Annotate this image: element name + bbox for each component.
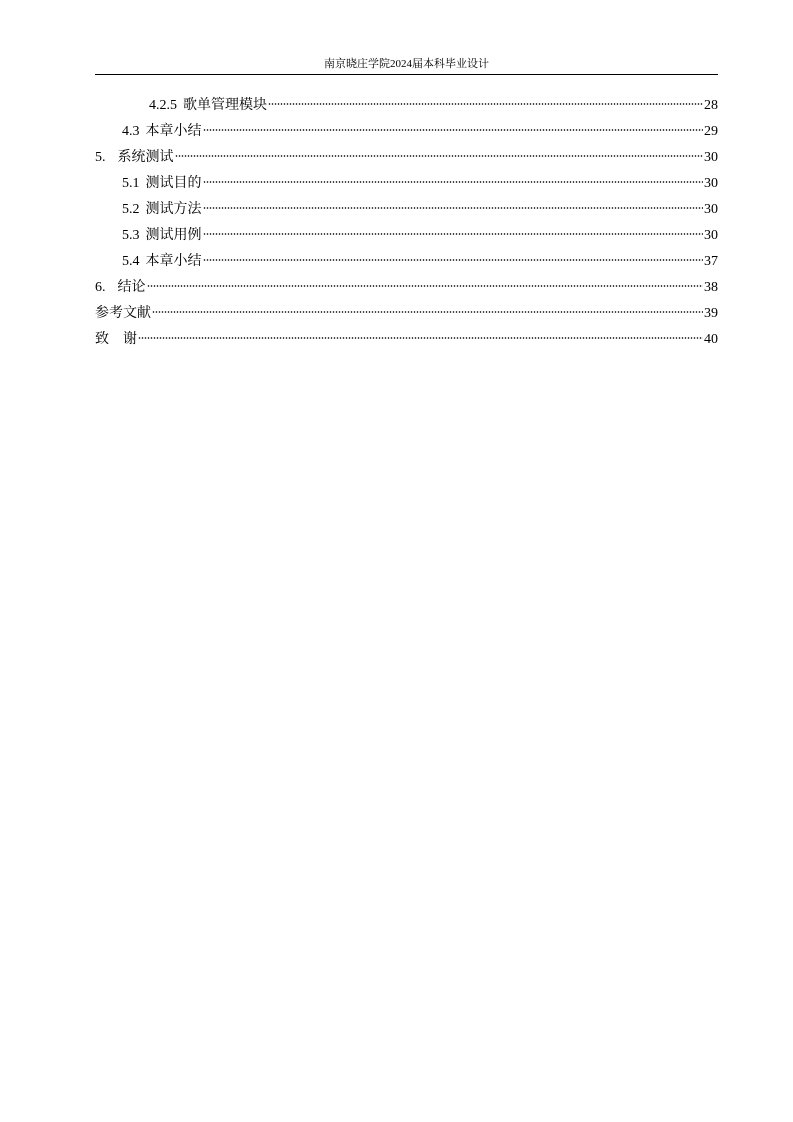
- toc-entry-page: 30: [704, 228, 718, 243]
- toc-entry-page: 30: [704, 176, 718, 191]
- toc-dot-leader: [203, 259, 704, 261]
- toc-entry-title: 致 谢: [95, 332, 137, 347]
- toc-entry[interactable]: [95, 223, 718, 249]
- toc-dot-leader: [152, 311, 703, 313]
- toc-entry-title: 本章小结: [145, 254, 202, 269]
- toc-entry-number: 4.3: [122, 124, 140, 139]
- toc-dot-leader: [203, 207, 704, 209]
- toc-entry-title: 本章小结: [145, 124, 202, 139]
- toc-entry[interactable]: [95, 93, 718, 119]
- toc-entry-title: 系统测试: [117, 150, 174, 165]
- toc-entry-number: 6.: [95, 280, 106, 295]
- toc-entry-page: 37: [704, 254, 718, 269]
- toc-entry-title: 测试用例: [145, 228, 202, 243]
- toc-entry-number: 5.2: [122, 202, 140, 217]
- toc-dot-leader: [268, 103, 703, 105]
- toc-entry[interactable]: [95, 145, 718, 171]
- toc-entry-title: 参考文献: [95, 306, 151, 321]
- toc-entry-number: 5.3: [122, 228, 140, 243]
- toc-dot-leader: [147, 285, 704, 287]
- toc-entry[interactable]: [95, 197, 718, 223]
- table-of-contents: [95, 93, 718, 353]
- toc-entry-number: 5.: [95, 150, 106, 165]
- toc-dot-leader: [203, 181, 704, 183]
- toc-entry[interactable]: [95, 249, 718, 275]
- header-title: 南京晓庄学院2024届本科毕业设计: [324, 58, 489, 70]
- toc-entry-page: 28: [704, 98, 718, 113]
- toc-dot-leader: [138, 337, 703, 339]
- toc-entry-title: 测试目的: [145, 176, 202, 191]
- toc-entry-title: 测试方法: [145, 202, 202, 217]
- toc-entry-page: 40: [704, 332, 718, 347]
- toc-dot-leader: [175, 155, 704, 157]
- toc-entry-number: 4.2.5: [149, 98, 177, 113]
- toc-entry-title: 歌单管理模块: [183, 98, 267, 113]
- toc-entry-page: 29: [704, 124, 718, 139]
- toc-entry[interactable]: [95, 171, 718, 197]
- toc-entry-title: 结论: [117, 280, 146, 295]
- toc-entry[interactable]: [95, 275, 718, 301]
- toc-dot-leader: [203, 233, 704, 235]
- toc-entry-number: 5.4: [122, 254, 140, 269]
- toc-entry-number: 5.1: [122, 176, 140, 191]
- toc-entry-page: 30: [704, 150, 718, 165]
- toc-entry-page: 38: [704, 280, 718, 295]
- toc-entry[interactable]: [95, 119, 718, 145]
- toc-entry-page: 30: [704, 202, 718, 217]
- toc-dot-leader: [203, 129, 704, 131]
- toc-entry-page: 39: [704, 306, 718, 321]
- toc-entry[interactable]: [95, 301, 718, 327]
- toc-entry[interactable]: [95, 327, 718, 353]
- page-header: [95, 57, 718, 75]
